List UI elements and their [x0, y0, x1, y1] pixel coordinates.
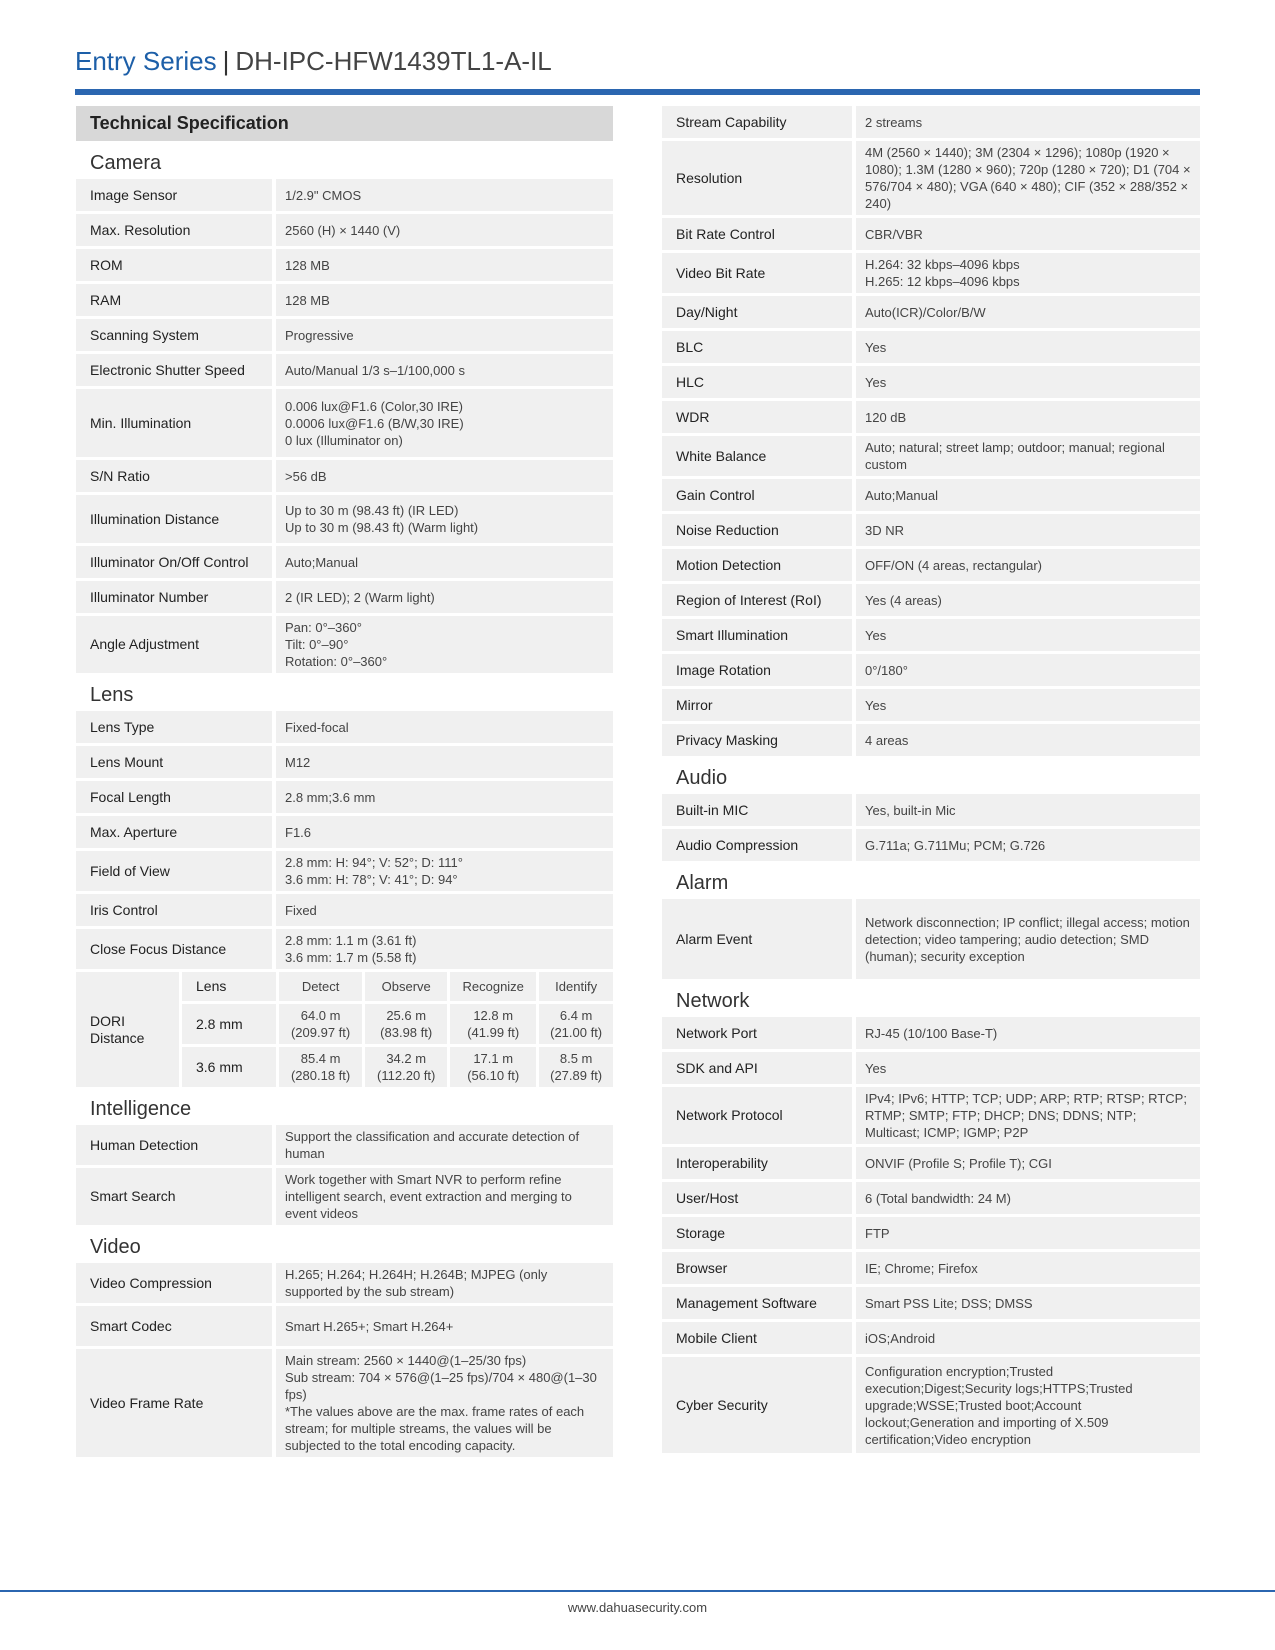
spec-label: User/Host [662, 1182, 856, 1214]
spec-row-illumination-distance [76, 495, 613, 543]
spec-row-video-frame-rate [76, 1349, 613, 1457]
spec-label: WDR [662, 401, 856, 433]
spec-label: Iris Control [76, 894, 276, 926]
spec-label: Lens Type [76, 711, 276, 743]
spec-value: 2 (IR LED); 2 (Warm light) [276, 581, 613, 613]
spec-row-field-of-view [76, 851, 613, 891]
spec-value: 0.006 lux@F1.6 (Color,30 IRE) 0.0006 lux@F1.6 (B/W,30 IRE) 0 lux (Illuminator on) [276, 389, 613, 457]
spec-value: Yes [856, 1052, 1200, 1084]
spec-row-wdr [662, 401, 1200, 433]
spec-label: White Balance [662, 436, 856, 476]
dori-observe-2-8: 25.6 m (83.98 ft) [365, 1004, 447, 1044]
spec-label: Region of Interest (RoI) [662, 584, 856, 616]
spec-label: Noise Reduction [662, 514, 856, 546]
spec-row-user-host [662, 1182, 1200, 1214]
spec-value: 2.8 mm;3.6 mm [276, 781, 613, 813]
spec-value: Pan: 0°–360° Tilt: 0°–90° Rotation: 0°–360° [276, 616, 613, 673]
spec-value: Network disconnection; IP conflict; illegal access; motion detection; video tampering; audio detection; SMD (human); security exception [856, 899, 1200, 979]
spec-value: Yes, built-in Mic [856, 794, 1200, 826]
spec-label: Scanning System [76, 319, 276, 351]
spec-label: Video Frame Rate [76, 1349, 276, 1457]
spec-value: F1.6 [276, 816, 613, 848]
spec-row-s-n-ratio [76, 460, 613, 492]
spec-label: HLC [662, 366, 856, 398]
spec-label: Smart Codec [76, 1306, 276, 1346]
spec-label: SDK and API [662, 1052, 856, 1084]
spec-row-min-illumination [76, 389, 613, 457]
dori-header-recognize: Recognize [450, 972, 536, 1001]
spec-row-blc [662, 331, 1200, 363]
audio-spec-table [662, 791, 1200, 864]
spec-value: Configuration encryption;Trusted execution;Digest;Security logs;HTTPS;Trusted upgrade;WSSE;Trusted boot;Account lockout;Generation and importing of X.509 certification;Video encryption [856, 1357, 1200, 1453]
spec-row-focal-length [76, 781, 613, 813]
spec-label: ROM [76, 249, 276, 281]
page-title [75, 46, 552, 77]
spec-value: 128 MB [276, 249, 613, 281]
spec-value: CBR/VBR [856, 218, 1200, 250]
spec-label: Alarm Event [662, 899, 856, 979]
dori-identify-2-8: 6.4 m (21.00 ft) [539, 1004, 613, 1044]
footer-url[interactable]: www.dahuasecurity.com [567, 1600, 708, 1615]
spec-value: M12 [276, 746, 613, 778]
spec-label: Illuminator On/Off Control [76, 546, 276, 578]
spec-value: Auto/Manual 1/3 s–1/100,000 s [276, 354, 613, 386]
spec-row-network-protocol [662, 1087, 1200, 1144]
spec-label: Audio Compression [662, 829, 856, 861]
spec-value: Fixed-focal [276, 711, 613, 743]
spec-value: 120 dB [856, 401, 1200, 433]
spec-label: Smart Illumination [662, 619, 856, 651]
spec-label: Lens Mount [76, 746, 276, 778]
spec-label: Video Compression [76, 1263, 276, 1303]
spec-value: Auto(ICR)/Color/B/W [856, 296, 1200, 328]
spec-row-smart-illumination [662, 619, 1200, 651]
footer-rule [0, 1590, 1275, 1592]
spec-label: Gain Control [662, 479, 856, 511]
spec-row-smart-codec [76, 1306, 613, 1346]
spec-label: Smart Search [76, 1168, 276, 1225]
spec-value: IPv4; IPv6; HTTP; TCP; UDP; ARP; RTP; RTSP; RTCP; RTMP; SMTP; FTP; DHCP; DNS; DDNS; NTP; Multicast; ICMP; IGMP; P2P [856, 1087, 1200, 1144]
spec-row-audio-compression [662, 829, 1200, 861]
spec-label: Management Software [662, 1287, 856, 1319]
right-column [662, 106, 1200, 1456]
spec-row-illuminator-on-off-control [76, 546, 613, 578]
spec-row-day-night [662, 296, 1200, 328]
spec-row-management-software [662, 1287, 1200, 1319]
spec-label: Focal Length [76, 781, 276, 813]
spec-row-illuminator-number [76, 581, 613, 613]
video-continued-spec-table [662, 103, 1200, 759]
spec-value: Fixed [276, 894, 613, 926]
spec-value: IE; Chrome; Firefox [856, 1252, 1200, 1284]
spec-value: 2560 (H) × 1440 (V) [276, 214, 613, 246]
spec-row-motion-detection [662, 549, 1200, 581]
spec-row-mobile-client [662, 1322, 1200, 1354]
header-rule [75, 89, 1200, 95]
spec-label: Network Protocol [662, 1087, 856, 1144]
spec-row-interoperability [662, 1147, 1200, 1179]
spec-label: Max. Resolution [76, 214, 276, 246]
spec-row-max-resolution [76, 214, 613, 246]
spec-label: Day/Night [662, 296, 856, 328]
spec-row-human-detection [76, 1125, 613, 1165]
left-column [76, 106, 613, 1460]
spec-label: RAM [76, 284, 276, 316]
alarm-spec-table [662, 896, 1200, 982]
spec-value: Yes [856, 619, 1200, 651]
spec-value: 6 (Total bandwidth: 24 M) [856, 1182, 1200, 1214]
spec-label: Interoperability [662, 1147, 856, 1179]
spec-label: Built-in MIC [662, 794, 856, 826]
spec-label: Image Sensor [76, 179, 276, 211]
spec-label: Image Rotation [662, 654, 856, 686]
spec-row-rom [76, 249, 613, 281]
lens-spec-table [76, 708, 613, 972]
spec-label: Electronic Shutter Speed [76, 354, 276, 386]
spec-value: 2.8 mm: H: 94°; V: 52°; D: 111° 3.6 mm: H: 78°; V: 41°; D: 94° [276, 851, 613, 891]
video-spec-table [76, 1260, 613, 1460]
title-separator: | [222, 46, 230, 76]
spec-label: Resolution [662, 141, 856, 215]
spec-label: Mirror [662, 689, 856, 721]
spec-row-image-sensor [76, 179, 613, 211]
spec-value: Main stream: 2560 × 1440@(1–25/30 fps) Sub stream: 704 × 576@(1–25 fps)/704 × 480@(1–30 fps) *The values above are the max. frame rates of each stream; for multiple streams, the values will be subjected to the total encoding capacity. [276, 1349, 613, 1457]
spec-row-image-rotation [662, 654, 1200, 686]
spec-label: Angle Adjustment [76, 616, 276, 673]
spec-row-sdk-and-api [662, 1052, 1200, 1084]
dori-header-lens: Lens [182, 972, 276, 1001]
spec-value: 2.8 mm: 1.1 m (3.61 ft) 3.6 mm: 1.7 m (5.58 ft) [276, 929, 613, 969]
spec-value: Support the classification and accurate detection of human [276, 1125, 613, 1165]
spec-label: Stream Capability [662, 106, 856, 138]
intelligence-spec-table [76, 1122, 613, 1228]
spec-label: Field of View [76, 851, 276, 891]
spec-value: OFF/ON (4 areas, rectangular) [856, 549, 1200, 581]
dori-header-observe: Observe [365, 972, 447, 1001]
spec-row-storage [662, 1217, 1200, 1249]
spec-row-close-focus-distance [76, 929, 613, 969]
dori-detect-2-8: 64.0 m (209.97 ft) [279, 1004, 362, 1044]
spec-row-angle-adjustment [76, 616, 613, 673]
spec-row-mirror [662, 689, 1200, 721]
spec-row-browser [662, 1252, 1200, 1284]
spec-label: Mobile Client [662, 1322, 856, 1354]
spec-row-hlc [662, 366, 1200, 398]
dori-detect-3-6: 85.4 m (280.18 ft) [279, 1047, 362, 1087]
spec-row-cyber-security [662, 1357, 1200, 1453]
tech-spec-header: Technical Specification [76, 106, 613, 141]
dori-identify-3-6: 8.5 m (27.89 ft) [539, 1047, 613, 1087]
section-intelligence: Intelligence [76, 1090, 613, 1125]
spec-value: 3D NR [856, 514, 1200, 546]
spec-row-bit-rate-control [662, 218, 1200, 250]
network-spec-table [662, 1014, 1200, 1456]
section-video: Video [76, 1228, 613, 1263]
spec-row-region-of-interest-roi [662, 584, 1200, 616]
spec-row-lens-mount [76, 746, 613, 778]
spec-value: 4M (2560 × 1440); 3M (2304 × 1296); 1080p (1920 × 1080); 1.3M (1280 × 960); 720p (1280 × 720); D1 (704 × 576/704 × 480); VGA (640 × 480); CIF (352 × 288/352 × 240) [856, 141, 1200, 215]
dori-lens-3-6: 3.6 mm [182, 1047, 276, 1087]
spec-row-resolution [662, 141, 1200, 215]
section-alarm: Alarm [662, 864, 1200, 899]
spec-label: Illuminator Number [76, 581, 276, 613]
spec-label: Close Focus Distance [76, 929, 276, 969]
spec-value: 4 areas [856, 724, 1200, 756]
spec-value: 2 streams [856, 106, 1200, 138]
spec-label: Video Bit Rate [662, 253, 856, 293]
spec-label: S/N Ratio [76, 460, 276, 492]
spec-row-smart-search [76, 1168, 613, 1225]
dori-header-detect: Detect [279, 972, 362, 1001]
spec-label: Illumination Distance [76, 495, 276, 543]
spec-row-white-balance [662, 436, 1200, 476]
spec-label: Bit Rate Control [662, 218, 856, 250]
spec-label: BLC [662, 331, 856, 363]
spec-row-iris-control [76, 894, 613, 926]
spec-row-electronic-shutter-speed [76, 354, 613, 386]
spec-row-alarm-event [662, 899, 1200, 979]
dori-observe-3-6: 34.2 m (112.20 ft) [365, 1047, 447, 1087]
spec-row-privacy-masking [662, 724, 1200, 756]
spec-value: FTP [856, 1217, 1200, 1249]
spec-value: G.711a; G.711Mu; PCM; G.726 [856, 829, 1200, 861]
spec-value: Auto;Manual [856, 479, 1200, 511]
spec-row-stream-capability [662, 106, 1200, 138]
spec-label: Browser [662, 1252, 856, 1284]
spec-value: ONVIF (Profile S; Profile T); CGI [856, 1147, 1200, 1179]
dori-recognize-3-6: 17.1 m (56.10 ft) [450, 1047, 536, 1087]
spec-row-gain-control [662, 479, 1200, 511]
dori-table [73, 969, 616, 1090]
spec-label: Human Detection [76, 1125, 276, 1165]
spec-label: Motion Detection [662, 549, 856, 581]
section-camera: Camera [76, 144, 613, 179]
spec-value: H.265; H.264; H.264H; H.264B; MJPEG (only supported by the sub stream) [276, 1263, 613, 1303]
spec-row-built-in-mic [662, 794, 1200, 826]
spec-row-noise-reduction [662, 514, 1200, 546]
dori-lens-2-8: 2.8 mm [182, 1004, 276, 1044]
spec-value: iOS;Android [856, 1322, 1200, 1354]
spec-value: Auto;Manual [276, 546, 613, 578]
section-network: Network [662, 982, 1200, 1017]
spec-row-scanning-system [76, 319, 613, 351]
dori-header-identify: Identify [539, 972, 613, 1001]
spec-value: 1/2.9" CMOS [276, 179, 613, 211]
spec-value: Smart H.265+; Smart H.264+ [276, 1306, 613, 1346]
spec-value: Yes [856, 689, 1200, 721]
spec-value: Work together with Smart NVR to perform refine intelligent search, event extraction and merging to event videos [276, 1168, 613, 1225]
model-number: DH-IPC-HFW1439TL1-A-IL [235, 46, 552, 76]
camera-spec-table [76, 176, 613, 676]
spec-label: Min. Illumination [76, 389, 276, 457]
spec-value: 128 MB [276, 284, 613, 316]
spec-label: Max. Aperture [76, 816, 276, 848]
spec-value: Up to 30 m (98.43 ft) (IR LED) Up to 30 m (98.43 ft) (Warm light) [276, 495, 613, 543]
dori-label: DORI Distance [76, 972, 179, 1087]
spec-value: 0°/180° [856, 654, 1200, 686]
spec-value: Smart PSS Lite; DSS; DMSS [856, 1287, 1200, 1319]
spec-label: Privacy Masking [662, 724, 856, 756]
series-name: Entry Series [75, 46, 217, 76]
section-audio: Audio [662, 759, 1200, 794]
spec-row-video-compression [76, 1263, 613, 1303]
spec-value: Yes [856, 331, 1200, 363]
section-lens: Lens [76, 676, 613, 711]
spec-value: H.264: 32 kbps–4096 kbps H.265: 12 kbps–4096 kbps [856, 253, 1200, 293]
spec-label: Storage [662, 1217, 856, 1249]
spec-value: Auto; natural; street lamp; outdoor; manual; regional custom [856, 436, 1200, 476]
spec-row-network-port [662, 1017, 1200, 1049]
spec-value: Progressive [276, 319, 613, 351]
spec-row-max-aperture [76, 816, 613, 848]
spec-label: Cyber Security [662, 1357, 856, 1453]
spec-row-video-bit-rate [662, 253, 1200, 293]
spec-row-lens-type [76, 711, 613, 743]
spec-row-ram [76, 284, 613, 316]
spec-label: Network Port [662, 1017, 856, 1049]
spec-value: RJ-45 (10/100 Base-T) [856, 1017, 1200, 1049]
dori-recognize-2-8: 12.8 m (41.99 ft) [450, 1004, 536, 1044]
spec-value: Yes [856, 366, 1200, 398]
spec-value: >56 dB [276, 460, 613, 492]
spec-value: Yes (4 areas) [856, 584, 1200, 616]
